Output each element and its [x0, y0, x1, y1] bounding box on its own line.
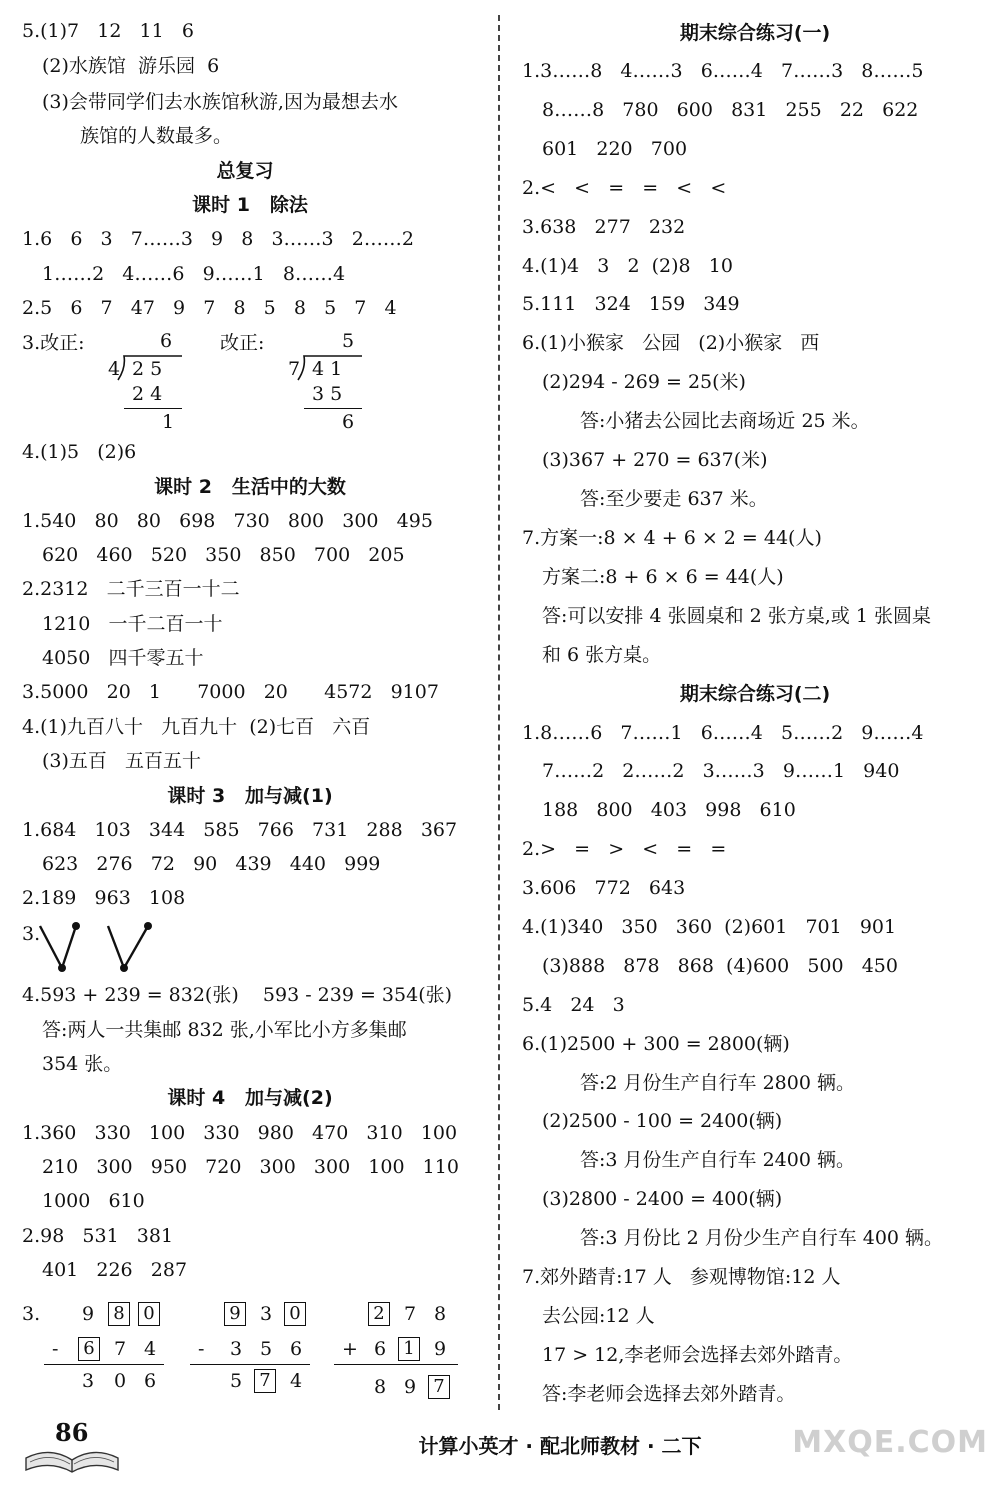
footer-title: 计算小英才 · 配北师教材 · 二下 [418, 1434, 702, 1458]
watermark: MXQE.COM [792, 1425, 988, 1460]
answer-line: 3. [22, 923, 41, 945]
answer-line: 4.(1)4 3 2 (2)8 10 [522, 255, 733, 277]
lesson-title: 课时 2 生活中的大数 [154, 476, 346, 498]
calc-digit: 6 [374, 1338, 387, 1360]
answer-line: 5.4 24 3 [522, 994, 625, 1016]
answer-line: (2)2500 - 100 = 2400(辆) [542, 1110, 783, 1132]
calc-digit: 0 [114, 1370, 127, 1392]
calc-digit: 9 [82, 1303, 95, 1325]
calc-digit: 9 [434, 1338, 447, 1360]
division-quotient: 5 [342, 330, 355, 352]
division-product: 2 4 [132, 383, 163, 405]
answer-line: 3.638 277 232 [522, 216, 686, 238]
answer-line: 1210 一千二百一十 [42, 613, 223, 635]
answer-line: 答:至少要走 637 米。 [580, 488, 768, 510]
section-title: 期末综合练习(一) [679, 22, 831, 44]
answer-box: 7 [254, 1369, 276, 1393]
answer-line: 4.593 + 239 = 832(张) 593 - 239 = 354(张) [22, 984, 453, 1006]
calc-operator: + [342, 1338, 358, 1360]
answer-line: 答:3 月份生产自行车 2400 辆。 [580, 1149, 855, 1171]
answer-line: 方案二:8 + 6 × 6 = 44(人) [542, 566, 784, 588]
calc-digit: 7 [114, 1338, 127, 1360]
answer-line: (3)2800 - 2400 = 400(辆) [542, 1188, 783, 1210]
answer-line: 620 460 520 350 850 700 205 [42, 544, 405, 566]
answer-line: 7……2 2……2 3……3 9……1 940 [542, 760, 900, 782]
answer-line: 去公园:12 人 [542, 1305, 655, 1327]
lesson-title: 课时 4 加与减(2) [167, 1087, 333, 1109]
answer-line: 2.98 531 381 [22, 1225, 174, 1247]
division-quotient: 6 [160, 330, 173, 352]
calc-digit: 3 [230, 1338, 243, 1360]
answer-box: 8 [108, 1302, 130, 1326]
answer-box: 9 [224, 1302, 246, 1326]
answer-line: 1.540 80 80 698 730 800 300 495 [22, 510, 433, 532]
answer-box: 2 [368, 1302, 390, 1326]
answer-line: 1000 610 [42, 1190, 145, 1212]
answer-line: 2.189 963 108 [22, 887, 186, 909]
section-title: 总复习 [216, 160, 274, 182]
column-divider [498, 15, 500, 1410]
answer-line: 4050 四千零五十 [42, 647, 204, 669]
division-dividend: 4 1 [312, 358, 343, 380]
answer-line: 2.2312 二千三百一十二 [22, 578, 240, 600]
answer-line: 7.郊外踏青:17 人 参观博物馆:12 人 [522, 1266, 841, 1288]
calc-digit: 7 [404, 1303, 417, 1325]
calc-digit: 3 [82, 1370, 95, 1392]
answer-line: 401 226 287 [42, 1259, 188, 1281]
division-dividend: 2 5 [132, 358, 163, 380]
division-remainder: 1 [162, 411, 175, 433]
answer-line: 3.改正: [22, 332, 85, 354]
answer-box: 0 [138, 1302, 160, 1326]
answer-line: 4.(1)5 (2)6 [22, 441, 137, 463]
answer-line: (3)367 + 270 = 637(米) [542, 449, 768, 471]
answer-line: 354 张。 [42, 1053, 123, 1075]
calc-digit: 8 [434, 1303, 447, 1325]
calc-rule [334, 1364, 458, 1365]
answer-line: 1……2 4……6 9……1 8……4 [42, 263, 346, 285]
answer-line: 6.(1)小猴家 公园 (2)小猴家 西 [522, 332, 820, 354]
calc-digit: 8 [374, 1376, 387, 1398]
division-rule [124, 408, 182, 409]
answer-line: 1.684 103 344 585 766 731 288 367 [22, 819, 458, 841]
answer-box: 0 [284, 1302, 306, 1326]
answer-line: 4.(1)九百八十 九百九十 (2)七百 六百 [22, 716, 371, 738]
answer-line: (2)294 - 269 = 25(米) [542, 371, 746, 393]
checkmark-drawing [38, 918, 158, 978]
answer-box: 6 [78, 1337, 100, 1361]
division-product: 3 5 [312, 383, 343, 405]
answer-line: 2.< < = = < < [522, 177, 727, 199]
calc-digit: 5 [260, 1338, 273, 1360]
answer-line: 8……8 780 600 831 255 22 622 [542, 99, 919, 121]
answer-line: 1.8……6 7……1 6……4 5……2 9……4 [522, 722, 924, 744]
answer-line: 3.606 772 643 [522, 877, 686, 899]
answer-line: 601 220 700 [542, 138, 688, 160]
answer-line: 2.5 6 7 47 9 7 8 5 8 5 7 4 [22, 297, 397, 319]
calc-digit: 9 [404, 1376, 417, 1398]
answer-line: 3.5000 20 1 7000 20 4572 9107 [22, 681, 439, 703]
answer-line: (3)五百 五百五十 [42, 750, 202, 772]
answer-line: 2.> = > < = = [522, 838, 727, 860]
answer-line: 7.方案一:8 × 4 + 6 × 2 = 44(人) [522, 527, 822, 549]
calc-digit: 4 [290, 1370, 303, 1392]
section-title: 期末综合练习(二) [679, 683, 831, 705]
division-divisor: 7 [288, 358, 301, 380]
answer-box: 7 [428, 1375, 450, 1399]
calc-digit: 6 [144, 1370, 157, 1392]
calc-digit: 3 [260, 1303, 273, 1325]
answer-line: 4.(1)340 350 360 (2)601 701 901 [522, 916, 897, 938]
answer-line: 答:李老师会选择去郊外踏青。 [542, 1383, 796, 1405]
answer-line: 1.3……8 4……3 6……4 7……3 8……5 [522, 60, 924, 82]
answer-box: 1 [398, 1337, 420, 1361]
answer-line: 1.6 6 3 7……3 9 8 3……3 2……2 [22, 228, 414, 250]
calc-rule [190, 1364, 310, 1365]
answer-line: (3)会带同学们去水族馆秋游,因为最想去水 [42, 91, 398, 113]
answer-line: 改正: [220, 332, 265, 354]
answer-line: 族馆的人数最多。 [80, 125, 233, 147]
answer-line: 答:小猪去公园比去商场近 25 米。 [580, 410, 870, 432]
division-rule [304, 408, 362, 409]
division-remainder: 6 [342, 411, 355, 433]
lesson-title: 课时 1 除法 [192, 194, 308, 216]
answer-line: 6.(1)2500 + 300 = 2800(辆) [522, 1033, 790, 1055]
answer-line: 答:两人一共集邮 832 张,小军比小方多集邮 [42, 1019, 407, 1041]
answer-line: 210 300 950 720 300 300 100 110 [42, 1156, 459, 1178]
answer-line: 188 800 403 998 610 [542, 799, 796, 821]
answer-line: 5.111 324 159 349 [522, 293, 740, 315]
answer-line: (3)888 878 868 (4)600 500 450 [542, 955, 898, 977]
page-number: 86 [55, 1418, 89, 1447]
answer-line: (2)水族馆 游乐园 6 [42, 55, 220, 77]
calc-operator: - [198, 1338, 205, 1360]
calc-operator: - [52, 1338, 59, 1360]
answer-line: 17 > 12,李老师会选择去郊外踏青。 [542, 1344, 853, 1366]
answer-line: 答:可以安排 4 张圆桌和 2 张方桌,或 1 张圆桌 [542, 605, 931, 627]
answer-line: 和 6 张方桌。 [542, 644, 662, 666]
answer-line: 答:3 月份比 2 月份少生产自行车 400 辆。 [580, 1227, 944, 1249]
lesson-title: 课时 3 加与减(1) [167, 785, 333, 807]
calc-digit: 5 [230, 1370, 243, 1392]
calc-digit: 6 [290, 1338, 303, 1360]
answer-line: 答:2 月份生产自行车 2800 辆。 [580, 1072, 855, 1094]
calc-rule [44, 1364, 164, 1365]
answer-line: 3. [22, 1303, 41, 1325]
answer-line: 5.(1)7 12 11 6 [22, 20, 194, 42]
answer-line: 623 276 72 90 439 440 999 [42, 853, 381, 875]
division-divisor: 4 [108, 358, 121, 380]
answer-line: 1.360 330 100 330 980 470 310 100 [22, 1122, 458, 1144]
calc-digit: 4 [144, 1338, 157, 1360]
